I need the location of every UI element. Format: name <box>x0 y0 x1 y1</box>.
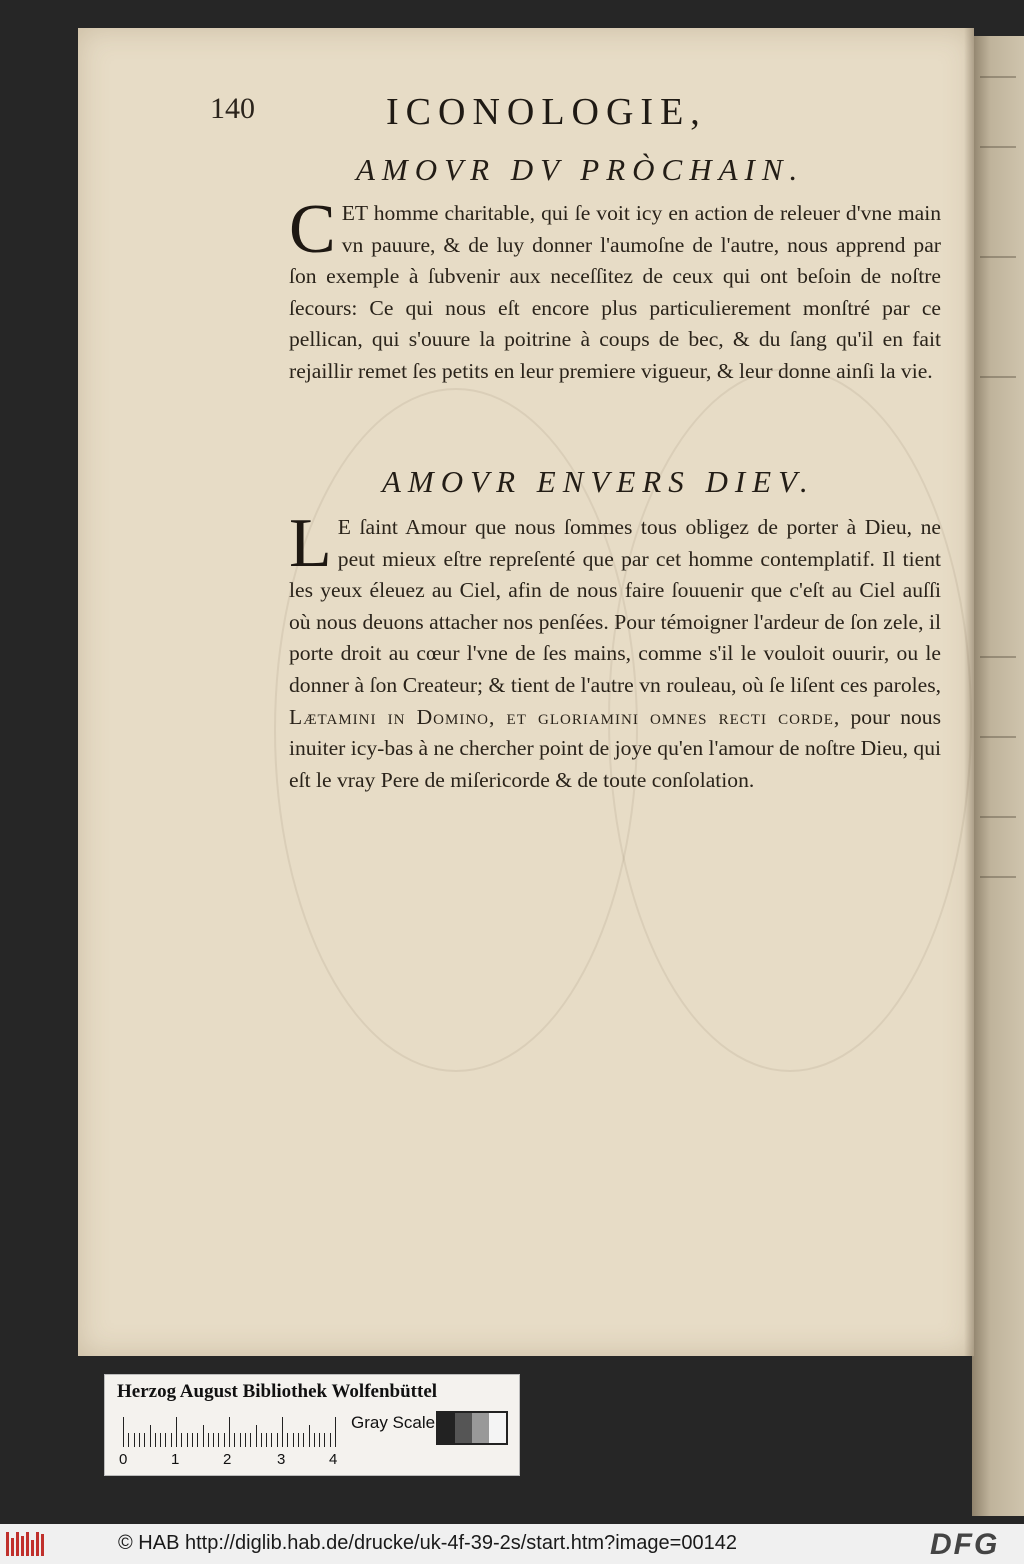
gray-scale-label: Gray Scale <box>351 1413 436 1432</box>
gray-swatch <box>472 1413 489 1443</box>
ruler-tick <box>171 1433 172 1447</box>
ruler-tick <box>128 1433 129 1447</box>
ruler-tick <box>293 1433 294 1447</box>
ruler-tick <box>309 1425 310 1447</box>
ruler-tick <box>165 1433 166 1447</box>
ruler-tick <box>192 1433 193 1447</box>
ruler-tick <box>144 1433 145 1447</box>
ruler-tick <box>208 1433 209 1447</box>
measurement-ruler <box>123 1415 341 1447</box>
ruler-label-0: 0 <box>119 1451 128 1468</box>
gray-swatch <box>438 1413 455 1443</box>
ruler-label-2: 2 <box>223 1451 232 1468</box>
gray-scale-swatches <box>436 1411 508 1445</box>
ruler-tick <box>256 1425 257 1447</box>
running-header <box>210 72 770 132</box>
ruler-tick <box>314 1433 315 1447</box>
ruler-tick <box>181 1433 182 1447</box>
section-heading-2: AMOVR ENVERS DIEV. <box>382 464 815 499</box>
hab-logo-icon <box>6 1532 46 1556</box>
running-title: ICONOLOGIE, <box>386 91 707 133</box>
ruler-tick <box>203 1425 204 1447</box>
page-number: 140 <box>210 92 255 125</box>
ruler-tick <box>134 1433 135 1447</box>
section-paragraph-1 <box>289 191 941 388</box>
page-gutter-shadow <box>964 28 974 1356</box>
ruler-tick <box>335 1417 336 1447</box>
ruler-tick <box>319 1433 320 1447</box>
section-heading-1: AMOVR DV PRÒCHAIN. <box>356 152 805 187</box>
ruler-tick <box>282 1417 283 1447</box>
ruler-tick <box>234 1433 235 1447</box>
ruler-tick <box>250 1433 251 1447</box>
section-text-2b: pour nous inuiter icy-bas à ne chercher point de joye qu'en l'amour de noſtre Dieu, qui eſt le vray Pere de miſericorde & de toute conſolation. <box>289 704 941 792</box>
ruler-tick <box>229 1417 230 1447</box>
latin-quotation: Lætamini in Domino, et gloriamini omnes recti corde, <box>289 704 841 729</box>
ruler-tick <box>176 1417 177 1447</box>
ruler-tick <box>330 1433 331 1447</box>
ruler-tick <box>298 1433 299 1447</box>
ruler-tick <box>187 1433 188 1447</box>
ruler-label-3: 3 <box>277 1451 286 1468</box>
ruler-tick <box>261 1433 262 1447</box>
ruler-tick <box>160 1433 161 1447</box>
ruler-tick <box>324 1433 325 1447</box>
section-text-2a: E ſaint Amour que nous ſommes tous obligez de porter à Dieu, ne peut mieux eſtre repreſenté que par cet homme contemplatif. Il tient les yeux éleuez au Ciel, afin de nous faire ſouuenir que c'eſt au Ciel auſſi où nous deuons attacher nos penſées. Pour témoigner l'ardeur de ſon zele, il porte droit au cœur l'vne de ſes mains, comme s'il le vouloit ouurir, ou le donner à ſon Createur; & tient de l'autre vn rouleau, où ſe liſent ces paroles, <box>289 515 941 697</box>
gray-swatch <box>455 1413 472 1443</box>
ruler-label-1: 1 <box>171 1451 180 1468</box>
viewer-footer <box>0 1524 1024 1564</box>
ruler-tick <box>287 1433 288 1447</box>
ruler-tick <box>266 1433 267 1447</box>
section-text-1: ET homme charitable, qui ſe voit icy en action de releuer d'vne main vn pauure, & de luy donner l'aumoſne de l'autre, nous apprend par ſon exemple à ſubvenir aux neceſſitez de ceux qui ont beſoin de noſtre ſecours: Ce qui nous eſt encore plus particulierement monſtré par ce pellican, qui s'ouure la poitrine à coups de bec, & du ſang qu'il en fait rejaillir remet ſes petits en leur premiere vigueur, & leur donne ainſi la vie. <box>289 201 941 383</box>
ruler-tick <box>245 1433 246 1447</box>
ruler-tick <box>277 1433 278 1447</box>
ruler-tick <box>240 1433 241 1447</box>
ruler-tick <box>123 1417 124 1447</box>
ruler-tick <box>271 1433 272 1447</box>
ruler-tick <box>213 1433 214 1447</box>
adjacent-page-edge <box>972 36 1024 1516</box>
library-color-card <box>104 1374 520 1476</box>
copyright-link[interactable]: © HAB http://diglib.hab.de/drucke/uk-4f-39-2s/start.htm?image=00142 <box>118 1532 737 1554</box>
gray-swatch <box>489 1413 506 1443</box>
ruler-tick <box>139 1433 140 1447</box>
ruler-tick <box>303 1433 304 1447</box>
ruler-tick <box>155 1433 156 1447</box>
drop-cap-1: C <box>289 191 336 268</box>
ruler-tick <box>150 1425 151 1447</box>
ruler-tick <box>218 1433 219 1447</box>
ruler-tick <box>197 1433 198 1447</box>
section-paragraph-2 <box>289 505 941 796</box>
library-name: Herzog August Bibliothek Wolfenbüttel <box>117 1381 438 1402</box>
drop-cap-2: L <box>289 505 332 582</box>
ruler-label-4: 4 <box>329 1451 338 1468</box>
dfg-logo: DFG <box>930 1528 1000 1561</box>
ruler-tick <box>224 1433 225 1447</box>
